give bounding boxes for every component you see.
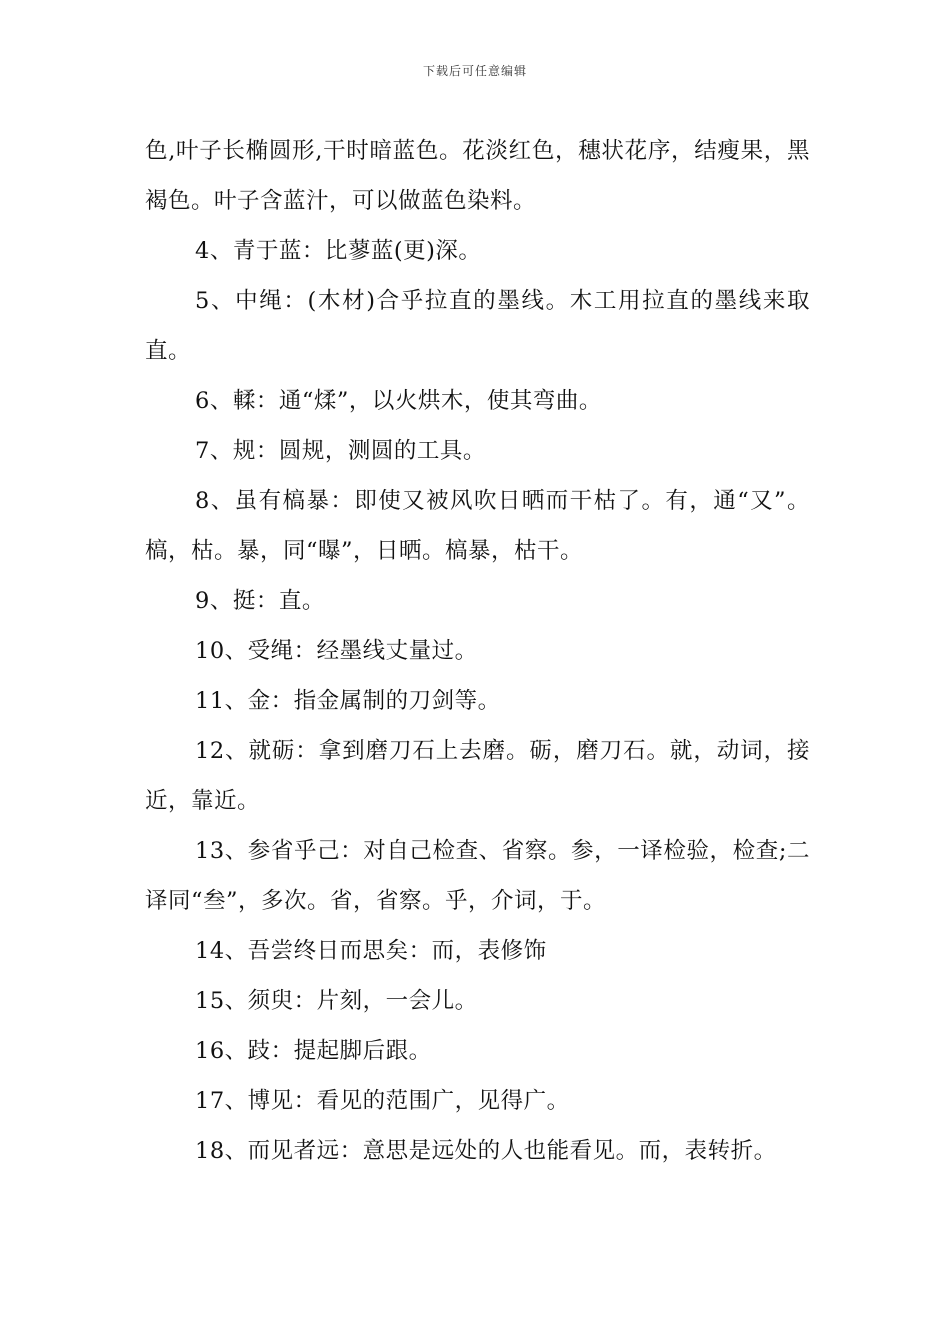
note-15: 15、须臾：片刻，一会儿。 xyxy=(195,988,478,1014)
paragraph-continuation: 色,叶子长椭圆形,干时暗蓝色。花淡红色，穗状花序，结瘦果，黑褐色。叶子含蓝汁，可以做蓝色染料。 xyxy=(145,138,810,214)
note-18: 18、而见者远：意思是远处的人也能看见。而，表转折。 xyxy=(195,1138,777,1164)
note-14: 14、吾尝终日而思矣：而，表修饰 xyxy=(195,938,547,964)
document-body xyxy=(145,126,810,1176)
note-7: 7、规：圆规，测圆的工具。 xyxy=(195,438,486,464)
note-16: 16、跂：提起脚后跟。 xyxy=(195,1038,432,1064)
note-4: 4、青于蓝：比蓼蓝(更)深。 xyxy=(195,238,482,264)
note-12: 12、就砺：拿到磨刀石上去磨。砺，磨刀石。就，动词，接近，靠近。 xyxy=(145,738,810,814)
note-6: 6、輮：通“煣”，以火烘木，使其弯曲。 xyxy=(195,388,602,414)
page-header: 下载后可任意编辑 xyxy=(422,64,527,78)
note-5: 5、中绳：(木材)合乎拉直的墨线。木工用拉直的墨线来取直。 xyxy=(145,288,810,364)
note-11: 11、金：指金属制的刀剑等。 xyxy=(195,688,501,714)
note-9: 9、挺：直。 xyxy=(195,588,325,614)
note-10: 10、受绳：经墨线丈量过。 xyxy=(195,638,478,664)
note-17: 17、博见：看见的范围广，见得广。 xyxy=(195,1088,570,1114)
note-13: 13、参省乎己：对自己检查、省察。参，一译检验，检查;二译同“叁”，多次。省，省察。乎，介词，于。 xyxy=(145,838,810,914)
note-8: 8、虽有槁暴：即使又被风吹日晒而干枯了。有，通“又”。槁，枯。暴，同“曝”，日晒。槁暴，枯干。 xyxy=(145,488,810,564)
